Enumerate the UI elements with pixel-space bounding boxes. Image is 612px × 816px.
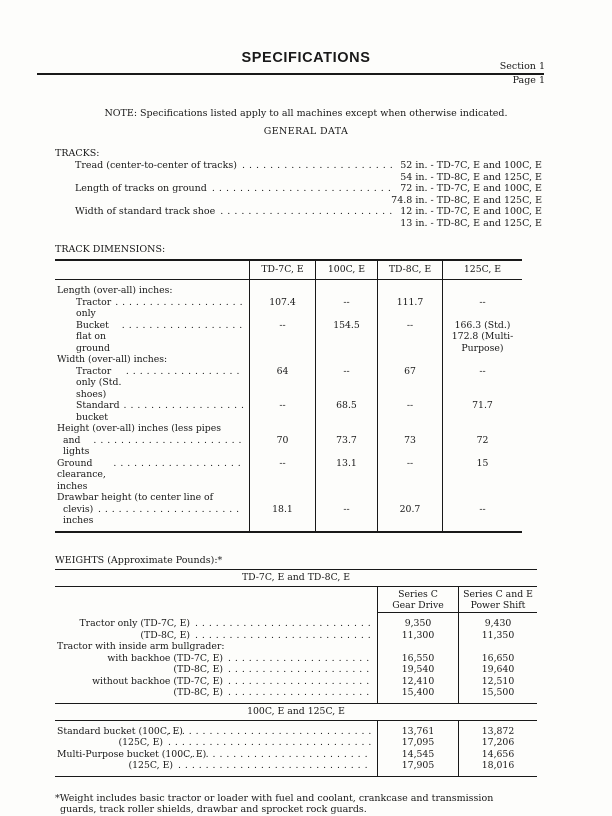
table-row [55, 749, 537, 761]
dot-leader [228, 653, 371, 665]
spec-value: 72 in. - TD-7C, E and 100C, E [400, 183, 542, 194]
cell: 9,350 [377, 613, 458, 630]
cell: -- [315, 366, 377, 401]
cell: 154.5 [315, 320, 377, 355]
cell [315, 423, 377, 435]
table-header-row [55, 261, 522, 281]
cell [249, 492, 315, 504]
cell-line: Purpose) [461, 342, 504, 354]
weights-band1-title: TD-7C, E and TD-8C, E [241, 572, 351, 583]
footnote-line: guards, track roller shields, drawbar and sprocket rock guards. [60, 804, 367, 815]
cell: -- [377, 400, 442, 423]
row-label-text: (TD-8C, E) [173, 687, 223, 698]
weights-header-row [55, 587, 537, 613]
row-label [55, 664, 377, 676]
cell [442, 320, 522, 355]
cell: -- [442, 366, 522, 401]
table-row [55, 641, 537, 653]
row-label [55, 687, 377, 703]
row-group-label: Height (over-all) inches (less pipes [57, 423, 221, 434]
table-row [55, 721, 537, 738]
cell: 111.7 [377, 297, 442, 320]
dot-leader [124, 400, 244, 423]
table-row [55, 435, 522, 458]
table-row [55, 400, 522, 423]
dot-leader [115, 297, 244, 320]
tracks-heading: TRACKS: [55, 148, 100, 159]
cell: 15,500 [458, 687, 537, 703]
cell [377, 354, 442, 366]
cell [377, 641, 458, 653]
table-row [55, 613, 537, 630]
row-label-text: Standard bucket [76, 400, 120, 423]
cell: -- [377, 458, 442, 493]
row-group-label: Drawbar height (to center line of [57, 492, 214, 503]
track-dimensions-heading: TRACK DIMENSIONS: [55, 244, 166, 255]
row-label [55, 749, 377, 761]
dot-leader [228, 687, 371, 699]
column-header [377, 587, 458, 613]
track-dimensions-table [55, 259, 522, 533]
cell [442, 423, 522, 435]
cell: -- [315, 504, 377, 531]
dot-leader [228, 664, 371, 676]
spec-value: 54 in. - TD-8C, E and 125C, E [400, 171, 542, 183]
cell: 73.7 [315, 435, 377, 458]
footnote-line: *Weight includes basic tractor or loader with fuel and coolant, crankcase and transmission [55, 792, 494, 804]
cell: 64 [249, 366, 315, 401]
dot-leader [168, 737, 371, 749]
cell: 18.1 [249, 504, 315, 531]
dot-leader [113, 458, 244, 493]
row-label [55, 297, 249, 320]
row-label-text: Tractor only (TD-7C, E) [79, 618, 190, 629]
cell [442, 492, 522, 504]
spec-value: 52 in. - TD-7C, E and 100C, E [400, 160, 542, 171]
spec-line [55, 160, 542, 172]
table-row [55, 297, 522, 320]
table-row [55, 458, 522, 493]
spec-label: Tread (center-to-center of tracks) [75, 160, 237, 171]
row-label-text: (125C, E) [118, 737, 163, 748]
cell: 17,206 [458, 737, 537, 749]
table-row [55, 354, 522, 366]
cell: 20.7 [377, 504, 442, 531]
cell: 19,640 [458, 664, 537, 676]
dot-leader [212, 183, 394, 195]
cell: -- [315, 297, 377, 320]
page-number-label: Page 1 [512, 75, 545, 86]
row-label [55, 721, 377, 738]
cell: 18,016 [458, 760, 537, 776]
row-label [55, 613, 377, 630]
cell: 12,510 [458, 676, 537, 688]
cell: 13,761 [377, 721, 458, 738]
section-label: Section 1 [499, 61, 545, 72]
spec-label: Width of standard track shoe [75, 206, 216, 217]
row-group-label: Width (over-all) inches: [57, 354, 168, 365]
spec-line [55, 183, 542, 195]
table-row [55, 760, 537, 776]
table-row [55, 320, 522, 355]
table-row [55, 423, 522, 435]
cell: -- [377, 320, 442, 355]
title-rule [37, 73, 544, 75]
footnote [0, 793, 612, 816]
row-label-text: Multi-Purpose bucket (100C, E) [57, 748, 207, 760]
spec-value: 74.8 in. - TD-8C, E and 125C, E [391, 194, 542, 206]
cell [442, 280, 522, 297]
cell: 15 [442, 458, 522, 493]
row-label-text: Tractor only [76, 296, 112, 319]
dot-leader [93, 435, 244, 458]
cell [377, 280, 442, 297]
header-area [0, 61, 612, 100]
dot-leader [195, 618, 371, 630]
cell: -- [442, 504, 522, 531]
cell: 70 [249, 435, 315, 458]
spec-value: 13 in. - TD-8C, E and 125C, E [400, 217, 542, 229]
column-header-line: Series C [398, 588, 438, 600]
table-row [55, 504, 522, 531]
blank-header-cell [55, 261, 249, 280]
spec-label: Length of tracks on ground [75, 183, 207, 194]
cell [315, 492, 377, 504]
dot-leader [126, 366, 244, 401]
row-label [55, 504, 249, 531]
dot-leader [228, 676, 371, 688]
cell: 71.7 [442, 400, 522, 423]
blank-header-cell [55, 587, 377, 613]
cell: 13,872 [458, 721, 537, 738]
cell: 16,550 [377, 653, 458, 665]
column-header: TD-8C, E [377, 261, 442, 280]
table-row [55, 366, 522, 401]
cell: 72 [442, 435, 522, 458]
cell: -- [249, 458, 315, 493]
cell [249, 280, 315, 297]
row-label-text: Standard bucket (100C, E) [57, 725, 183, 737]
table-row [55, 492, 522, 504]
row-label [55, 737, 377, 749]
cell [315, 354, 377, 366]
cell: -- [249, 400, 315, 423]
cell: 19,540 [377, 664, 458, 676]
cell [249, 423, 315, 435]
cell-line: 172.8 (Multi- [451, 331, 514, 342]
cell: 15,400 [377, 687, 458, 703]
dot-leader [98, 504, 244, 527]
row-label [55, 653, 377, 665]
row-label-text: Tractor with inside arm bullgrader: [57, 641, 225, 652]
column-header-line: Series C and E [463, 588, 533, 600]
dot-leader [178, 749, 371, 761]
table-row [55, 737, 537, 749]
column-header-line: Gear Drive [392, 599, 444, 611]
dot-leader [178, 760, 371, 772]
row-label-text: (TD-8C, E) [140, 629, 190, 641]
cell: -- [249, 320, 315, 355]
table-row [55, 630, 537, 642]
spec-line [55, 206, 542, 218]
row-label-text: Tractor only (Std. shoes) [76, 365, 122, 400]
cell: 11,300 [377, 630, 458, 642]
dot-leader [168, 726, 371, 738]
cell [249, 354, 315, 366]
row-label-text: with backhoe (TD-7C, E) [107, 652, 223, 664]
row-label-text: (TD-8C, E) [173, 664, 223, 675]
cell: 14,656 [458, 749, 537, 761]
row-label-text: and lights [63, 434, 90, 457]
row-label-text: without backhoe (TD-7C, E) [92, 675, 223, 687]
weights-table [55, 569, 537, 777]
row-label [55, 400, 249, 423]
dot-leader [122, 320, 244, 355]
column-header: 100C, E [315, 261, 377, 280]
cell [442, 354, 522, 366]
row-label [55, 760, 377, 776]
row-label-text: (125C, E) [128, 760, 173, 771]
row-label-text: Bucket flat on ground [76, 319, 110, 354]
page-title: SPECIFICATIONS [241, 50, 371, 66]
cell: 13.1 [315, 458, 377, 493]
tracks-section [0, 148, 612, 229]
dot-leader [195, 630, 371, 642]
weights-heading: WEIGHTS (Approximate Pounds):* [55, 554, 223, 566]
row-label-text: clevis) inches [63, 503, 94, 526]
column-header [458, 587, 537, 613]
row-label [55, 435, 249, 458]
column-header-line: Power Shift [470, 599, 526, 611]
cell: 17,905 [377, 760, 458, 776]
note-text: NOTE: Specifications listed apply to all machines except when otherwise indicated. [104, 108, 508, 119]
column-header: 125C, E [442, 261, 522, 280]
cell: 67 [377, 366, 442, 401]
cell [315, 280, 377, 297]
table-row [55, 664, 537, 676]
table-row [55, 687, 537, 703]
cell [377, 492, 442, 504]
spec-value: 12 in. - TD-7C, E and 100C, E [400, 206, 542, 217]
row-label [55, 458, 249, 493]
cell: 107.4 [249, 297, 315, 320]
cell: 12,410 [377, 676, 458, 688]
cell: -- [442, 297, 522, 320]
table-row [55, 280, 522, 297]
row-label-text: Ground clearance, inches [57, 457, 106, 492]
dot-leader [220, 206, 394, 218]
table-row [55, 676, 537, 688]
cell: 14,545 [377, 749, 458, 761]
cell: 17,095 [377, 737, 458, 749]
cell [458, 641, 537, 653]
horizontal-rule [55, 776, 537, 777]
cell: 16,650 [458, 653, 537, 665]
row-label [55, 630, 377, 642]
dot-leader [242, 160, 394, 172]
row-label [55, 366, 249, 401]
cell: 9,430 [458, 613, 537, 630]
cell: 73 [377, 435, 442, 458]
cell: 68.5 [315, 400, 377, 423]
row-label [55, 320, 249, 355]
row-label [55, 676, 377, 688]
row-group-label [55, 641, 377, 653]
cell: 11,350 [458, 630, 537, 642]
cell [377, 423, 442, 435]
column-header: TD-7C, E [249, 261, 315, 280]
weights-band2-title: 100C, E and 125C, E [247, 705, 345, 717]
table-row [55, 653, 537, 665]
row-group-label: Length (over-all) inches: [57, 285, 173, 296]
general-data-heading: GENERAL DATA [263, 125, 349, 137]
cell-line: 166.3 (Std.) [454, 319, 511, 331]
